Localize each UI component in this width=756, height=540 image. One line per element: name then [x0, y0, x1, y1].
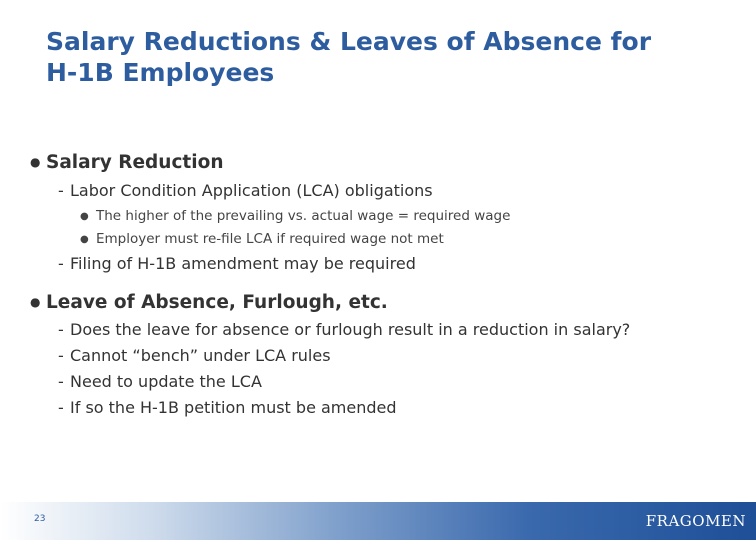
list-item-text: Does the leave for absence or furlough result in a reduction in salary? — [70, 320, 631, 339]
dash-icon: - — [58, 398, 64, 417]
dash-icon: - — [58, 181, 64, 200]
sub-item-text: Employer must re-file LCA if required wage not met — [96, 231, 444, 247]
section-heading-salary-reduction — [30, 152, 224, 173]
bullet-icon: ● — [80, 211, 89, 222]
list-item-lca-obligations — [58, 181, 433, 200]
list-item-update-lca — [58, 372, 262, 391]
list-item-cannot-bench — [58, 346, 331, 365]
section-heading-text: Salary Reduction — [46, 152, 224, 173]
slide-title-line-2: H-1B Employees — [46, 58, 275, 87]
bullet-icon: ● — [30, 155, 41, 169]
fragomen-logo: FRAGOMEN — [645, 512, 746, 530]
list-item-text: Filing of H-1B amendment may be required — [70, 254, 416, 273]
sub-item-refile-lca — [80, 231, 444, 247]
sub-item-text: The higher of the prevailing vs. actual wage = required wage — [96, 208, 511, 224]
list-item-text: Labor Condition Application (LCA) obligations — [70, 181, 433, 200]
dash-icon: - — [58, 372, 64, 391]
bullet-icon: ● — [80, 234, 89, 245]
slide-title-line-1: Salary Reductions & Leaves of Absence for — [46, 27, 652, 56]
slide-title — [46, 26, 736, 88]
list-item-petition-amended — [58, 398, 397, 417]
list-item-text: Need to update the LCA — [70, 372, 262, 391]
footer-bar — [0, 502, 756, 540]
dash-icon: - — [58, 254, 64, 273]
bullet-icon: ● — [30, 295, 41, 309]
dash-icon: - — [58, 320, 64, 339]
section-heading-text: Leave of Absence, Furlough, etc. — [46, 292, 388, 313]
sub-item-required-wage — [80, 208, 510, 224]
list-item-leave-salary-reduction — [58, 320, 630, 339]
list-item-text: Cannot “bench” under LCA rules — [70, 346, 331, 365]
page-number: 23 — [34, 514, 46, 524]
dash-icon: - — [58, 346, 64, 365]
section-heading-leave-of-absence — [30, 292, 388, 313]
list-item-text: If so the H-1B petition must be amended — [70, 398, 397, 417]
list-item-h1b-amendment — [58, 254, 416, 273]
